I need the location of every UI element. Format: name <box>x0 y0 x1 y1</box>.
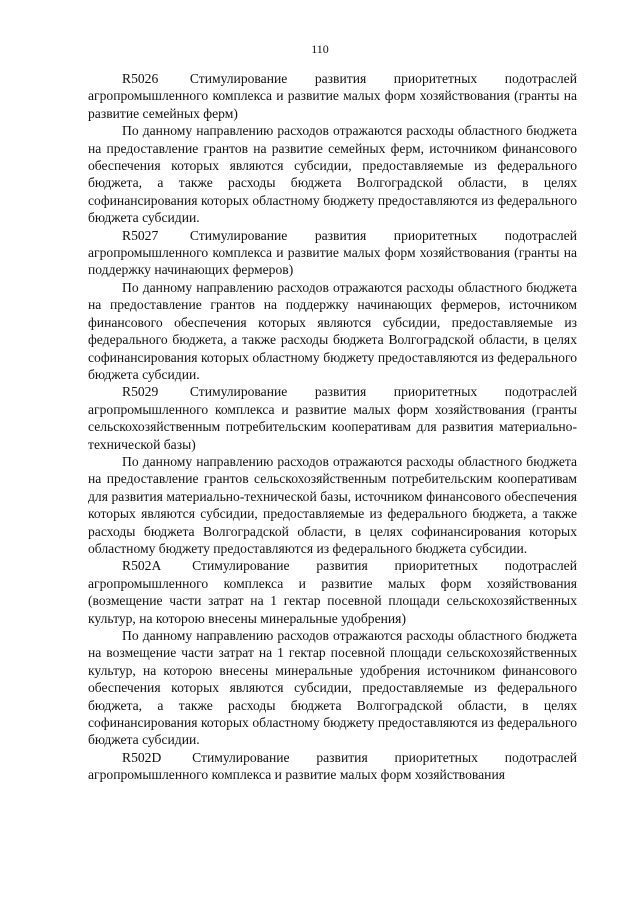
paragraph-text: По данному направлению расходов отражаются расходы областного бюджета на возмещение части затрат на 1 гектар посевной площади сельскохозяйственных культур, на которою внесены минеральные удобрения источником финансового обеспечения которых являются субсидии, предоставляемые из федерального бюджета, а также расходы бюджета Волгоградской области, в целях софинансирования которых областному бюджету предоставляются из федерального бюджета субсидии. <box>88 628 577 748</box>
document-body <box>88 70 577 784</box>
description-paragraph <box>88 279 577 383</box>
paragraph-text: По данному направлению расходов отражаются расходы областного бюджета на предоставление грантов сельскохозяйственным потребительским кооперативам для развития материально-технической базы, источником финансового обеспечения которых являются субсидии, предоставляемые из федерального бюджета, а также расходы бюджета Волгоградской области, в целях софинансирования которых областному бюджету предоставляются из федерального бюджета субсидии. <box>88 453 577 556</box>
paragraph-text: Стимулирование развития приоритетных подотраслей агропромышленного комплекса и развитие малых форм хозяйствования (гранты сельскохозяйственным потребительским кооперативам для развития материально-технической базы) <box>88 384 577 452</box>
paragraph-text: Стимулирование развития приоритетных подотраслей агропромышленного комплекса и развитие малых форм хозяйствования (возмещение части затрат на 1 гектар посевной площади сельскохозяйственных культур, на которою внесены минеральные удобрения) <box>88 558 577 626</box>
expense-code: R502А <box>122 558 162 574</box>
code-paragraph <box>88 227 577 279</box>
expense-code: R5027 <box>122 227 159 243</box>
expense-code: R5026 <box>122 71 159 86</box>
paragraph-text: По данному направлению расходов отражаются расходы областного бюджета на предоставление грантов на развитие семейных ферм, источником финансового обеспечения которых являются субсидии, предоставляемые из федерального бюджета, а также расходы бюджета Волгоградской области, в целях софинансирования которых областному бюджету предоставляются из федерального бюджета субсидии. <box>88 123 577 226</box>
code-paragraph <box>88 749 577 784</box>
paragraph-text: Стимулирование развития приоритетных подотраслей агропромышленного комплекса и развитие малых форм хозяйствования (гранты на развитие семейных ферм) <box>88 71 577 121</box>
paragraph-text: Стимулирование развития приоритетных подотраслей агропромышленного комплекса и развитие малых форм хозяйствования <box>88 749 577 783</box>
description-paragraph <box>88 122 577 226</box>
page-number: 110 <box>311 42 329 56</box>
code-paragraph <box>88 557 577 627</box>
expense-code: R502D <box>122 749 162 765</box>
paragraph-text: Стимулирование развития приоритетных подотраслей агропромышленного комплекса и развитие малых форм хозяйствования (гранты на поддержку начинающих фермеров) <box>88 227 577 278</box>
description-paragraph <box>88 627 577 749</box>
description-paragraph <box>88 453 577 557</box>
expense-code: R5029 <box>122 384 159 400</box>
code-paragraph <box>88 383 577 453</box>
paragraph-text: По данному направлению расходов отражаются расходы областного бюджета на предоставление грантов на поддержку начинающих фермеров, источником финансового обеспечения которых являются субсидии, предоставляемые из федерального бюджета, а также расходы бюджета Волгоградской области, в целях софинансирования которых областному бюджету предоставляются из федерального бюджета субсидии. <box>88 279 577 382</box>
code-paragraph <box>88 70 577 122</box>
